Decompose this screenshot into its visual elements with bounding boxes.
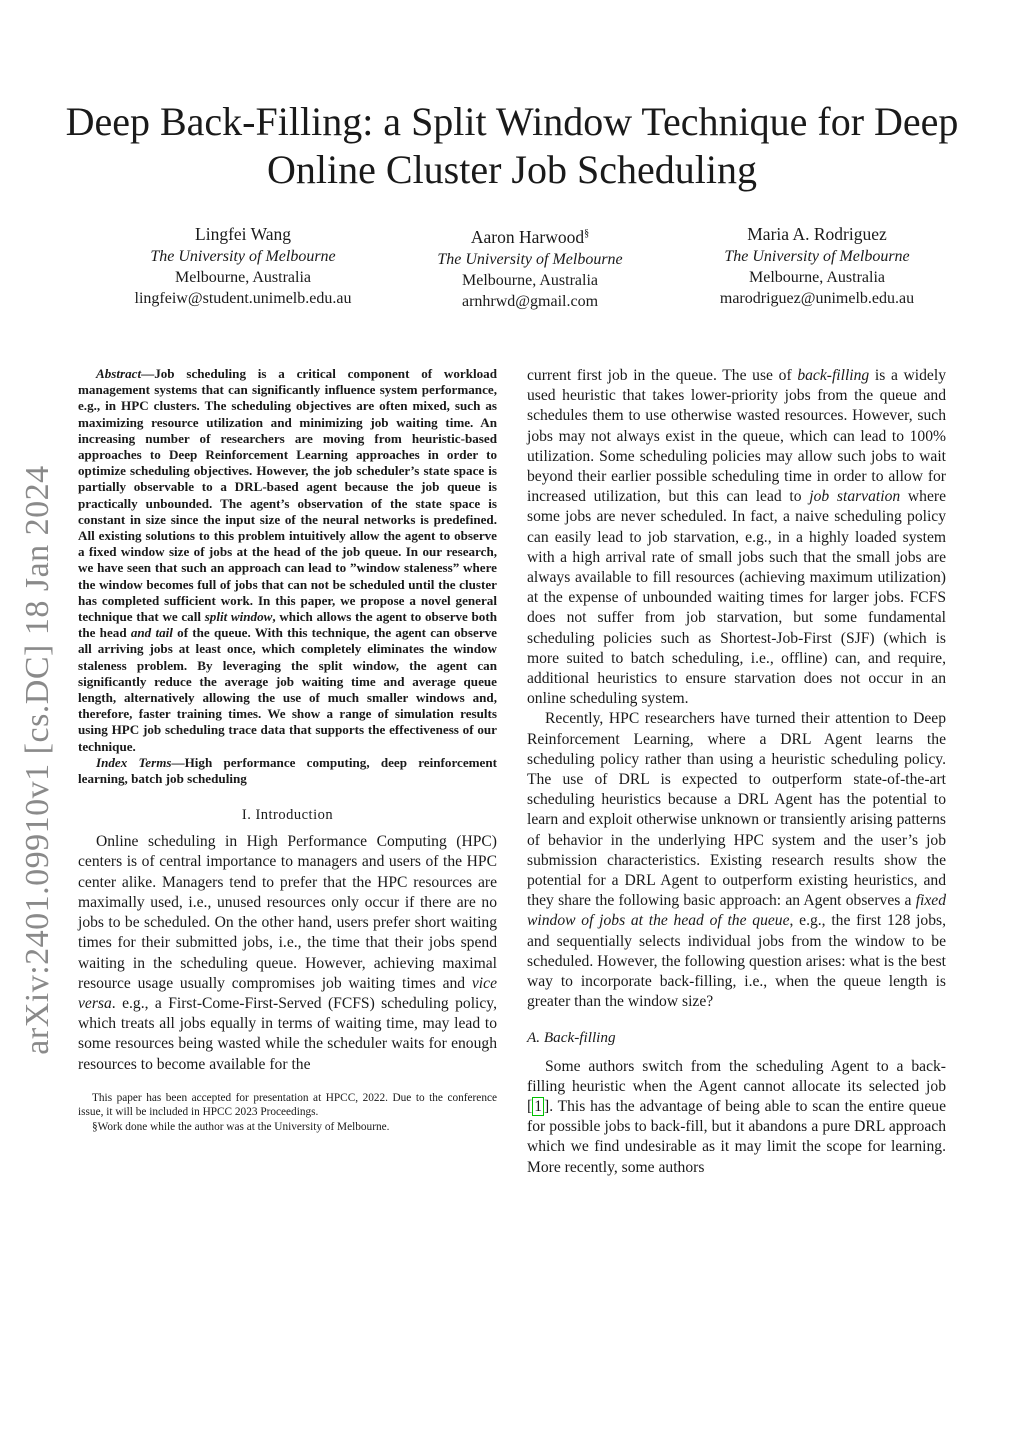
body-paragraph: Some authors switch from the scheduling Agent to a back-filling heuristic when the Agent cannot allocate its selected job [ 1 ]. This has the advantage of being able to scan the entire queue for possible jobs to back-fill, but it abandons a pure DRL approach which we find undesirable as it may limit the scope for learning. More recently, some authors <box>527 1057 946 1176</box>
author-name: Lingfei Wang <box>195 224 291 244</box>
author-affiliation: The University of Melbourne <box>150 248 336 265</box>
footnote-author: §Work done while the author was at the University of Melbourne. <box>92 1120 390 1133</box>
footnote-acceptance: This paper has been accepted for presentation at HPCC, 2022. Due to the conference issue, it will be included in HPCC 2023 Proceedings. <box>78 1091 497 1119</box>
intro-paragraph: Online scheduling in High Performance Computing (HPC) centers is of central importance to managers and users of the HPC center alike. Managers tend to prefer that the HPC resources are maximally used, i.e., unused resources only occur if there are no jobs to be scheduled. On the other hand, users prefer short waiting times for their submitted jobs, i.e., the time that their jobs spend waiting in the scheduling queue. However, achieving maximal resource usage usually compromises job waiting times and vice versa. e.g., a First-Come-First-Served (FCFS) scheduling policy, which treats all jobs equally in terms of waiting time, may lead to some resources being wasted while the scheduler waits for enough resources to become available for the <box>78 833 497 1073</box>
author-footnote-mark: § <box>584 228 590 239</box>
paper-title: Deep Back-Filling: a Split Window Technique for Deep Online Cluster Job Scheduling <box>65 99 959 192</box>
footnotes <box>78 1091 497 1134</box>
abstract: Abstract—Job scheduling is a critical component of workload management systems that can significantly influence system performance, e.g., in HPC clusters. The scheduling objectives are often mixed, such as maximizing resource utilization and minimizing job waiting time. An increasing number of researchers are moving from heuristic-based approaches to Deep Reinforcement Learning approaches in order to optimize scheduling objectives. However, the job scheduler’s state space is partially observable to a DRL-based agent because the job queue is practically unbounded. The agent’s observation of the state space is constant in size since the input size of the neural networks is predefined. All existing solutions to this problem intuitively allow the agent to observe a fixed window size of jobs at the head of the job queue. In our research, we have seen that such an approach can lead to ”window staleness” where the window becomes full of jobs that can not be scheduled until the cluster has completed sufficient work. In this paper, we propose a novel general technique that we call split window, which allows the agent to observe both the head and tail of the queue. With this technique, the agent can observe all arriving jobs at least once, which completely eliminates the window staleness problem. By leveraging the split window, the agent can significantly reduce the average job waiting time and average queue length, alternatively allowing the use of much smaller windows and, therefore, faster training times. We show a range of simulation results using HPC job scheduling trace data that supports the effectiveness of our technique. <box>78 366 497 754</box>
author-2 <box>387 222 673 312</box>
author-1 <box>100 222 386 312</box>
author-email: lingfeiw@student.unimelb.edu.au <box>134 290 352 307</box>
right-column <box>527 366 946 1178</box>
author-email: arnhrwd@gmail.com <box>461 292 599 310</box>
body-paragraph: current first job in the queue. The use of back-filling is a widely used heuristic that takes lower-priority jobs from the queue and schedules them to use otherwise wasted resources. However, such jobs may not always exist in the queue, which can lead to 100% utilization. Some scheduling policies may allow such jobs to wait beyond their earlier possible scheduling time in order to allow for increased utilization, but this can lead to job starvation where some jobs are never scheduled. In fact, a naive scheduling policy can easily lead to job starvation, e.g., in a highly loaded system with a high arrival rate of small jobs such that the small jobs are always available to fill resources (achieving maximum utilization) at the expense of unbounded waiting times for larger jobs. FCFS does not suffer from job starvation, but some fundamental scheduling policies such as Shortest-Job-First (SJF) (which is more suited to batch scheduling, i.e., offline) can, and require, additional heuristics to ensure starvation does not occur in an online scheduling system. <box>527 367 946 708</box>
author-name: Aaron Harwood <box>470 226 585 247</box>
author-3 <box>674 222 960 312</box>
author-name: Maria A. Rodriguez <box>747 224 887 244</box>
author-block <box>100 222 960 312</box>
body-paragraph: Recently, HPC researchers have turned their attention to Deep Reinforcement Learning, where a DRL Agent learns the scheduling policy rather than using a heuristic scheduling policy. The use of DRL is expected to outperform state-of-the-art scheduling heuristics because a DRL Agent has the potential to learn and exploit otherwise unknown or transiently arising patterns of behavior in the underlying HPC system and the user’s job submission characteristics. Existing research results show the potential for a DRL Agent to outperform existing heuristics, and they share the following basic approach: an Agent observes a fixed window of jobs at the head of the queue, e.g., the first 128 jobs, and sequentially selects individual jobs from the window to be scheduled. However, the following question arises: what is the best way to incorporate back-filling, i.e., when the queue length is greater than the window size? <box>527 710 947 1011</box>
author-email: marodriguez@unimelb.edu.au <box>719 290 915 307</box>
index-terms: Index Terms—High performance computing, deep reinforcement learning, batch job scheduling <box>78 754 498 787</box>
left-column <box>78 366 497 1134</box>
citation-link[interactable]: 1 <box>534 1097 542 1115</box>
author-affiliation: The University of Melbourne <box>437 250 623 268</box>
arxiv-identifier: arXiv:2401.09910v1 [cs.DC] 18 Jan 2024 <box>19 465 56 1055</box>
abstract-label: Abstract <box>96 366 142 381</box>
author-location: Melbourne, Australia <box>749 269 885 286</box>
section-heading-introduction: I. Introduction <box>241 807 334 824</box>
author-affiliation: The University of Melbourne <box>724 248 910 265</box>
subsection-heading-backfilling: A. Back-filling <box>527 1028 616 1046</box>
author-location: Melbourne, Australia <box>462 271 598 289</box>
author-location: Melbourne, Australia <box>175 269 311 286</box>
arxiv-sidebar-stamp <box>8 440 68 1080</box>
index-terms-label: Index Terms <box>96 754 172 770</box>
